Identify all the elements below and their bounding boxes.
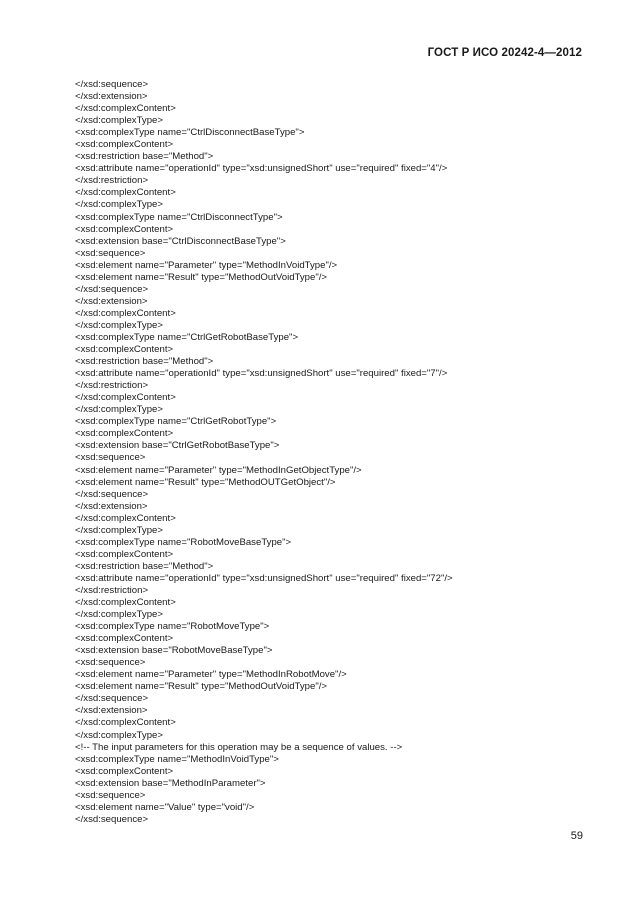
code-line: </xsd:sequence>: [75, 813, 149, 825]
code-line: <xsd:complexType name="CtrlGetRobotBaseType">: [75, 331, 299, 343]
code-line: <xsd:complexType name="RobotMoveBaseType">: [75, 536, 292, 548]
code-line: <xsd:complexType name="CtrlDisconnectType">: [75, 211, 283, 223]
code-line: </xsd:complexType>: [75, 115, 163, 127]
code-line: <xsd:element name="Parameter" type="MethodInGetObjectType"/>: [75, 464, 362, 476]
code-line: <xsd:element name="Parameter" type="MethodInVoidType"/>: [75, 259, 338, 271]
page-header-standard-id: ГОСТ Р ИСО 20242-4—2012: [427, 47, 582, 59]
xsd-code-listing: [75, 79, 575, 826]
code-line: <xsd:complexContent>: [75, 765, 174, 777]
code-line: </xsd:sequence>: [75, 79, 149, 90]
code-line: <xsd:element name="Result" type="MethodOutVoidType"/>: [75, 271, 328, 283]
code-line: </xsd:complexContent>: [75, 717, 176, 729]
code-line: </xsd:complexContent>: [75, 597, 176, 609]
code-line: </xsd:complexType>: [75, 199, 163, 211]
code-line: </xsd:complexType>: [75, 609, 163, 621]
code-line: </xsd:complexContent>: [75, 307, 176, 319]
code-line: <xsd:restriction base="Method">: [75, 560, 214, 572]
code-line: </xsd:complexType>: [75, 729, 163, 741]
code-line: <xsd:complexContent>: [75, 428, 174, 440]
code-line: </xsd:extension>: [75, 91, 148, 103]
code-line: <xsd:element name="Value" type="void"/>: [75, 801, 255, 813]
code-line: <xsd:sequence>: [75, 657, 146, 669]
code-line: <xsd:element name="Parameter" type="MethodInRobotMove"/>: [75, 669, 347, 681]
code-line: </xsd:restriction>: [75, 175, 149, 187]
code-line: <xsd:complexType name="CtrlGetRobotType">: [75, 416, 277, 428]
code-line: </xsd:sequence>: [75, 283, 149, 295]
code-line: <xsd:restriction base="Method">: [75, 356, 214, 368]
code-line: </xsd:restriction>: [75, 380, 149, 392]
page-number: 59: [570, 830, 583, 842]
code-line: <xsd:extension base="MethodInParameter">: [75, 777, 266, 789]
code-line: <xsd:attribute name="operationId" type="xsd:unsignedShort" use="required" fixed="7"/>: [75, 368, 448, 380]
code-line: <xsd:attribute name="operationId" type="xsd:unsignedShort" use="required" fixed="72"/>: [75, 572, 453, 584]
code-line: </xsd:complexType>: [75, 524, 163, 536]
code-line: </xsd:complexType>: [75, 404, 163, 416]
code-line: </xsd:sequence>: [75, 488, 149, 500]
code-line: <xsd:sequence>: [75, 452, 146, 464]
code-line: <xsd:complexContent>: [75, 548, 174, 560]
code-line: <xsd:complexType name="MethodInVoidType">: [75, 753, 279, 765]
code-line: <xsd:attribute name="operationId" type="xsd:unsignedShort" use="required" fixed="4"/>: [75, 163, 448, 175]
code-line: </xsd:complexType>: [75, 319, 163, 331]
code-line: <xsd:sequence>: [75, 247, 146, 259]
code-line: </xsd:extension>: [75, 705, 148, 717]
code-line: <xsd:complexContent>: [75, 344, 174, 356]
code-line: <xsd:complexType name="RobotMoveType">: [75, 621, 270, 633]
code-line: <xsd:element name="Result" type="MethodOUTGetObject"/>: [75, 476, 336, 488]
code-line: <xsd:extension base="RobotMoveBaseType">: [75, 645, 273, 657]
code-line: </xsd:complexContent>: [75, 187, 176, 199]
code-line: <xsd:restriction base="Method">: [75, 151, 214, 163]
code-line: <xsd:complexContent>: [75, 633, 174, 645]
code-line: <xsd:element name="Result" type="MethodOutVoidType"/>: [75, 681, 328, 693]
code-line: <xsd:complexType name="CtrlDisconnectBaseType">: [75, 127, 305, 139]
code-line: </xsd:extension>: [75, 500, 148, 512]
code-line: </xsd:restriction>: [75, 584, 149, 596]
code-line: <xsd:complexContent>: [75, 139, 174, 151]
code-line: <!-- The input parameters for this operation may be a sequence of values. -->: [75, 741, 403, 753]
code-line: <xsd:sequence>: [75, 789, 146, 801]
code-line: <xsd:extension base="CtrlDisconnectBaseType">: [75, 235, 286, 247]
code-line: </xsd:complexContent>: [75, 103, 176, 115]
code-line: </xsd:complexContent>: [75, 392, 176, 404]
code-line: </xsd:complexContent>: [75, 512, 176, 524]
code-line: </xsd:extension>: [75, 295, 148, 307]
code-line: <xsd:extension base="CtrlGetRobotBaseType">: [75, 440, 280, 452]
code-line: <xsd:complexContent>: [75, 223, 174, 235]
code-line: </xsd:sequence>: [75, 693, 149, 705]
